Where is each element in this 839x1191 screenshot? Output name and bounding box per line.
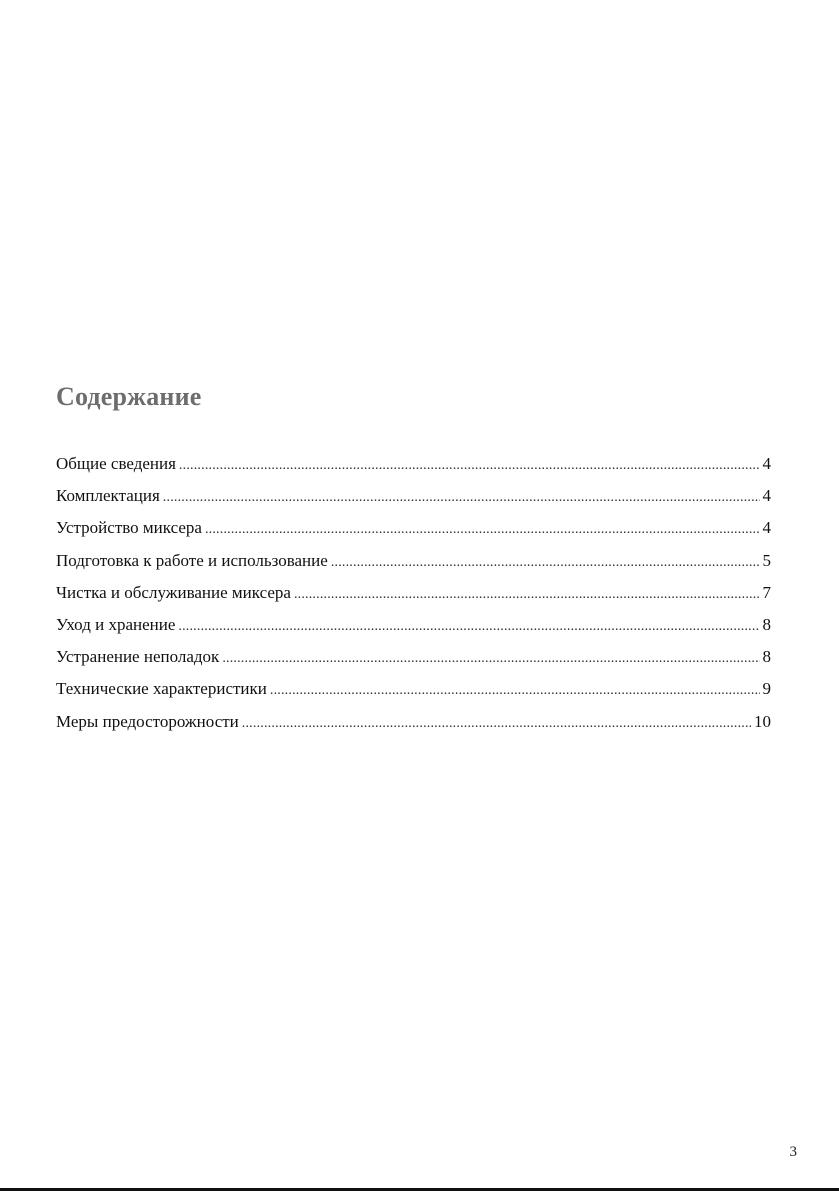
toc-entry-page: 4 (762, 486, 771, 506)
toc-entry-package-contents[interactable] (56, 482, 771, 514)
toc-entry-label: Комплектация (56, 486, 160, 506)
toc-entry-preparation-and-use[interactable] (56, 547, 771, 579)
toc-entry-label: Технические характеристики (56, 679, 267, 699)
toc-entry-page: 5 (762, 550, 771, 570)
dot-leader (205, 516, 760, 544)
toc-entry-page: 4 (762, 518, 771, 538)
toc-entry-page: 10 (754, 711, 771, 731)
toc-entry-cleaning-and-maintenance[interactable] (56, 579, 771, 611)
toc-entry-label: Уход и хранение (56, 614, 176, 634)
toc-entry-page: 7 (762, 582, 771, 602)
toc-entry-label: Устранение неполадок (56, 647, 220, 667)
dot-leader (331, 549, 760, 577)
toc-entry-page: 8 (762, 614, 771, 634)
toc-entry-safety-precautions[interactable] (56, 708, 771, 740)
toc-entry-label: Меры предосторожности (56, 711, 239, 731)
dot-leader (179, 452, 760, 480)
dot-leader (294, 581, 760, 609)
toc-entry-page: 8 (762, 647, 771, 667)
dot-leader (242, 710, 751, 738)
toc-entry-label: Подготовка к работе и использование (56, 550, 328, 570)
toc-entry-care-and-storage[interactable] (56, 611, 771, 643)
dot-leader (163, 484, 760, 512)
table-of-contents (56, 450, 771, 740)
page-title: Содержание (56, 382, 202, 411)
toc-entry-general-info[interactable] (56, 450, 771, 482)
toc-entry-label: Чистка и обслуживание миксера (56, 582, 291, 602)
toc-entry-label: Устройство миксера (56, 518, 202, 538)
toc-entry-label: Общие сведения (56, 454, 176, 473)
page-number: 3 (789, 1144, 797, 1160)
toc-entry-mixer-design[interactable] (56, 514, 771, 546)
toc-entry-specifications[interactable] (56, 675, 771, 707)
dot-leader (270, 677, 760, 705)
dot-leader (178, 613, 759, 641)
dot-leader (222, 645, 759, 673)
toc-entry-troubleshooting[interactable] (56, 643, 771, 675)
toc-entry-page: 9 (762, 679, 771, 699)
toc-entry-page: 4 (762, 454, 771, 473)
